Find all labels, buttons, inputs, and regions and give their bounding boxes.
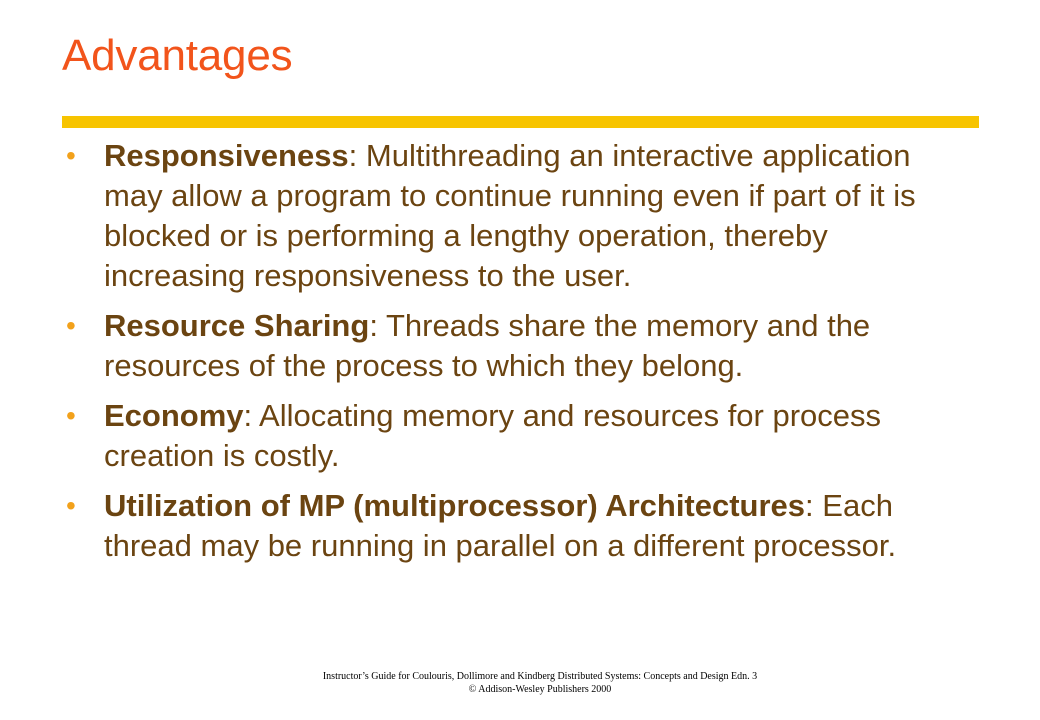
- slide-title: Advantages: [62, 31, 293, 80]
- bullet-item-resource-sharing: [64, 306, 974, 386]
- footer-copyright-line: © Addison-Wesley Publishers 2000: [468, 684, 612, 695]
- bullet-text: : Threads share the memory and the resources of the process to which they belong.: [104, 308, 871, 383]
- bullet-text: : Allocating memory and resources for process creation is costly.: [104, 398, 882, 473]
- slide-footer: [0, 670, 1040, 696]
- bullet-item-economy: [64, 396, 974, 476]
- bullet-text: : Multithreading an interactive application may allow a program to continue running even if part of it is blocked or is performing a lengthy operation, thereby increasing responsiveness to the user.: [104, 138, 916, 293]
- bullet-term: Resource Sharing: [104, 308, 370, 343]
- bullet-item-responsiveness: [64, 136, 974, 296]
- footer-credit-line: Instructor’s Guide for Coulouris, Dollimore and Kindberg Distributed Systems: Concepts and Design Edn. 3: [322, 671, 758, 682]
- title-underline-bar: [62, 116, 979, 128]
- bullet-dot-icon: •: [66, 140, 76, 171]
- bullet-item-utilization-mp: [64, 486, 974, 566]
- bullet-dot-icon: •: [66, 490, 76, 521]
- bullet-dot-icon: •: [66, 310, 76, 341]
- bullet-text: : Each thread may be running in parallel on a different processor.: [104, 488, 897, 563]
- bullet-term: Utilization of MP (multiprocessor) Architectures: [104, 488, 806, 523]
- bullet-term: Economy: [104, 398, 244, 433]
- bullet-dot-icon: •: [66, 400, 76, 431]
- bullet-term: Responsiveness: [104, 138, 349, 173]
- bullet-list: [64, 136, 974, 576]
